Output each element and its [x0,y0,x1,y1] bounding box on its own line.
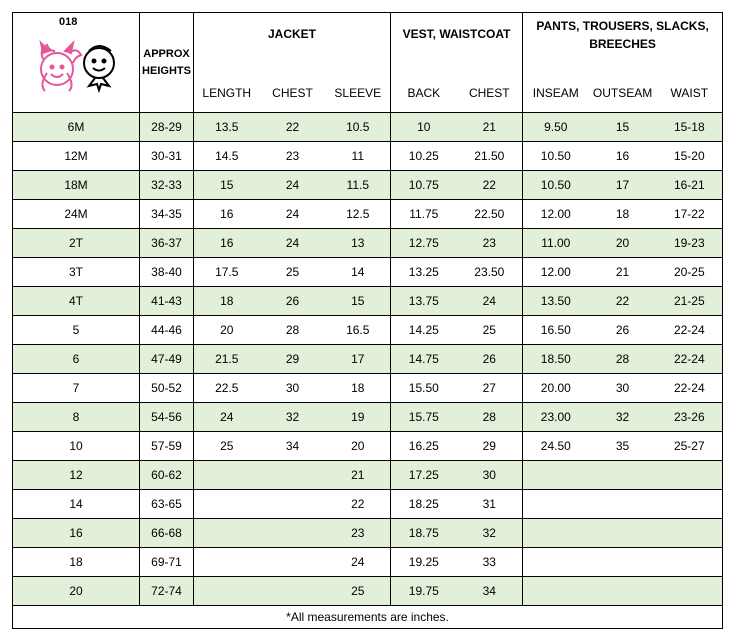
pants-header [523,13,723,74]
height-cell: 72-74 [140,577,194,606]
pants-outseam-cell: 28 [589,345,657,374]
vest-back-cell: 10.75 [391,171,457,200]
pants-outseam-cell: 21 [589,258,657,287]
pants-waist-cell: 23-26 [657,403,723,432]
vest-chest-cell: 26 [457,345,523,374]
jacket-length-cell [194,519,260,548]
measurement-note: *All measurements are inches. [13,606,723,629]
pants-inseam-cell [523,519,589,548]
jacket-length-cell: 14.5 [194,142,260,171]
jacket-sleeve-cell: 13 [326,229,391,258]
vest-chest-cell: 33 [457,548,523,577]
height-cell: 32-33 [140,171,194,200]
jacket-length-cell: 22.5 [194,374,260,403]
height-cell: 30-31 [140,142,194,171]
size-label: 12M [13,142,140,171]
height-cell: 54-56 [140,403,194,432]
vest-chest-cell: 31 [457,490,523,519]
jacket-sleeve-cell: 20 [326,432,391,461]
col-pants-waist: WAIST [657,73,723,113]
table-row [13,171,723,200]
pants-outseam-cell: 15 [589,113,657,142]
table-row [13,403,723,432]
vest-chest-cell: 28 [457,403,523,432]
jacket-chest-cell [260,490,326,519]
jacket-chest-cell: 24 [260,200,326,229]
pants-outseam-cell: 35 [589,432,657,461]
size-label: 6 [13,345,140,374]
logo-code: 018 [59,16,78,28]
vest-back-cell: 13.75 [391,287,457,316]
pants-inseam-cell [523,461,589,490]
vest-chest-cell: 27 [457,374,523,403]
pants-waist-cell: 15-18 [657,113,723,142]
jacket-length-cell: 25 [194,432,260,461]
size-label: 10 [13,432,140,461]
jacket-sleeve-cell: 17 [326,345,391,374]
height-cell: 38-40 [140,258,194,287]
vest-chest-cell: 23 [457,229,523,258]
logo [13,13,140,113]
jacket-sleeve-cell: 25 [326,577,391,606]
jacket-sleeve-cell: 23 [326,519,391,548]
jacket-chest-cell: 22 [260,113,326,142]
pants-waist-cell [657,490,723,519]
pants-outseam-cell: 17 [589,171,657,200]
heights-label: HEIGHTS [142,64,191,77]
size-label: 20 [13,577,140,606]
pants-waist-cell: 21-25 [657,287,723,316]
jacket-sleeve-cell: 22 [326,490,391,519]
jacket-sleeve-cell: 18 [326,374,391,403]
vest-back-cell: 18.25 [391,490,457,519]
col-jacket-sleeve: SLEEVE [326,73,391,113]
jacket-sleeve-cell: 21 [326,461,391,490]
table-row [13,548,723,577]
pants-waist-cell: 22-24 [657,316,723,345]
jacket-chest-cell: 32 [260,403,326,432]
pants-inseam-cell: 18.50 [523,345,589,374]
vest-back-cell: 11.75 [391,200,457,229]
jacket-length-cell: 13.5 [194,113,260,142]
jacket-sleeve-cell: 10.5 [326,113,391,142]
pants-outseam-cell: 16 [589,142,657,171]
height-cell: 41-43 [140,287,194,316]
pants-outseam-cell: 32 [589,403,657,432]
jacket-sleeve-cell: 14 [326,258,391,287]
size-label: 3T [13,258,140,287]
table-row [13,142,723,171]
approx-heights-header [140,13,194,113]
pants-header-line1: PANTS, TROUSERS, SLACKS, [536,19,709,33]
vest-back-cell: 19.25 [391,548,457,577]
jacket-chest-cell: 26 [260,287,326,316]
jacket-header: JACKET [194,13,391,74]
vest-back-cell: 15.75 [391,403,457,432]
size-label: 4T [13,287,140,316]
col-vest-back: BACK [391,73,457,113]
pants-waist-cell: 15-20 [657,142,723,171]
col-jacket-length: LENGTH [194,73,260,113]
table-row [13,287,723,316]
pants-outseam-cell: 30 [589,374,657,403]
jacket-sleeve-cell: 15 [326,287,391,316]
size-label: 12 [13,461,140,490]
approx-label: APPROX [143,47,190,60]
vest-chest-cell: 30 [457,461,523,490]
jacket-length-cell: 17.5 [194,258,260,287]
pants-outseam-cell: 20 [589,229,657,258]
height-cell: 47-49 [140,345,194,374]
pants-waist-cell: 17-22 [657,200,723,229]
table-row [13,200,723,229]
col-pants-inseam: INSEAM [523,73,589,113]
pants-waist-cell: 25-27 [657,432,723,461]
jacket-sleeve-cell: 19 [326,403,391,432]
jacket-sleeve-cell: 16.5 [326,316,391,345]
table-row [13,316,723,345]
size-label: 2T [13,229,140,258]
vest-chest-cell: 23.50 [457,258,523,287]
pants-outseam-cell: 22 [589,287,657,316]
pants-outseam-cell: 26 [589,316,657,345]
height-cell: 60-62 [140,461,194,490]
table-row [13,113,723,142]
jacket-length-cell [194,548,260,577]
pants-inseam-cell [523,548,589,577]
jacket-chest-cell [260,461,326,490]
size-label: 7 [13,374,140,403]
height-cell: 66-68 [140,519,194,548]
vest-back-cell: 18.75 [391,519,457,548]
pants-outseam-cell [589,577,657,606]
height-cell: 69-71 [140,548,194,577]
jacket-length-cell: 15 [194,171,260,200]
height-cell: 57-59 [140,432,194,461]
pants-inseam-cell [523,577,589,606]
jacket-chest-cell [260,577,326,606]
jacket-length-cell [194,490,260,519]
vest-chest-cell: 29 [457,432,523,461]
jacket-chest-cell: 30 [260,374,326,403]
pants-outseam-cell [589,519,657,548]
pants-waist-cell: 19-23 [657,229,723,258]
pants-header-line2: BREECHES [589,37,656,51]
table-row [13,345,723,374]
pants-inseam-cell: 9.50 [523,113,589,142]
size-label: 14 [13,490,140,519]
pants-outseam-cell [589,461,657,490]
table-row [13,519,723,548]
vest-back-cell: 10.25 [391,142,457,171]
vest-chest-cell: 22.50 [457,200,523,229]
table-row [13,577,723,606]
jacket-length-cell: 16 [194,229,260,258]
jacket-sleeve-cell: 12.5 [326,200,391,229]
pants-waist-cell: 16-21 [657,171,723,200]
jacket-chest-cell: 23 [260,142,326,171]
kids-faces-icon [29,33,125,95]
size-label: 6M [13,113,140,142]
jacket-length-cell: 24 [194,403,260,432]
jacket-chest-cell: 29 [260,345,326,374]
table-row [13,432,723,461]
vest-chest-cell: 22 [457,171,523,200]
height-cell: 28-29 [140,113,194,142]
size-label: 18M [13,171,140,200]
size-label: 8 [13,403,140,432]
table-row [13,490,723,519]
vest-chest-cell: 24 [457,287,523,316]
jacket-sleeve-cell: 24 [326,548,391,577]
size-label: 16 [13,519,140,548]
pants-inseam-cell: 20.00 [523,374,589,403]
jacket-length-cell: 21.5 [194,345,260,374]
pants-waist-cell: 22-24 [657,345,723,374]
jacket-chest-cell [260,548,326,577]
jacket-length-cell [194,577,260,606]
pants-waist-cell: 20-25 [657,258,723,287]
height-cell: 34-35 [140,200,194,229]
pants-waist-cell [657,461,723,490]
col-jacket-chest: CHEST [260,73,326,113]
height-cell: 36-37 [140,229,194,258]
size-label: 18 [13,548,140,577]
height-cell: 44-46 [140,316,194,345]
pants-inseam-cell: 12.00 [523,258,589,287]
vest-chest-cell: 21.50 [457,142,523,171]
vest-chest-cell: 32 [457,519,523,548]
pants-inseam-cell: 16.50 [523,316,589,345]
pants-inseam-cell: 13.50 [523,287,589,316]
jacket-length-cell: 18 [194,287,260,316]
jacket-chest-cell: 24 [260,229,326,258]
jacket-length-cell: 16 [194,200,260,229]
table-row [13,229,723,258]
vest-back-cell: 15.50 [391,374,457,403]
pants-inseam-cell: 11.00 [523,229,589,258]
pants-outseam-cell [589,548,657,577]
pants-inseam-cell: 23.00 [523,403,589,432]
col-pants-outseam: OUTSEAM [589,73,657,113]
jacket-length-cell [194,461,260,490]
pants-outseam-cell: 18 [589,200,657,229]
height-cell: 50-52 [140,374,194,403]
pants-waist-cell: 22-24 [657,374,723,403]
size-label: 24M [13,200,140,229]
jacket-chest-cell: 24 [260,171,326,200]
pants-inseam-cell: 10.50 [523,171,589,200]
pants-waist-cell [657,577,723,606]
vest-chest-cell: 21 [457,113,523,142]
pants-inseam-cell: 12.00 [523,200,589,229]
jacket-sleeve-cell: 11.5 [326,171,391,200]
pants-outseam-cell [589,490,657,519]
vest-chest-cell: 34 [457,577,523,606]
pants-waist-cell [657,519,723,548]
jacket-sleeve-cell: 11 [326,142,391,171]
table-row [13,461,723,490]
vest-back-cell: 14.75 [391,345,457,374]
vest-back-cell: 12.75 [391,229,457,258]
pants-inseam-cell: 24.50 [523,432,589,461]
jacket-chest-cell: 34 [260,432,326,461]
pants-inseam-cell [523,490,589,519]
vest-back-cell: 13.25 [391,258,457,287]
table-row [13,258,723,287]
jacket-chest-cell [260,519,326,548]
vest-back-cell: 19.75 [391,577,457,606]
jacket-chest-cell: 28 [260,316,326,345]
jacket-chest-cell: 25 [260,258,326,287]
table-row [13,374,723,403]
vest-back-cell: 10 [391,113,457,142]
col-vest-chest: CHEST [457,73,523,113]
jacket-length-cell: 20 [194,316,260,345]
pants-inseam-cell: 10.50 [523,142,589,171]
size-label: 5 [13,316,140,345]
size-chart-table [12,12,723,629]
vest-back-cell: 14.25 [391,316,457,345]
pants-waist-cell [657,548,723,577]
vest-header: VEST, WAISTCOAT [391,13,523,74]
vest-back-cell: 16.25 [391,432,457,461]
vest-back-cell: 17.25 [391,461,457,490]
height-cell: 63-65 [140,490,194,519]
vest-chest-cell: 25 [457,316,523,345]
